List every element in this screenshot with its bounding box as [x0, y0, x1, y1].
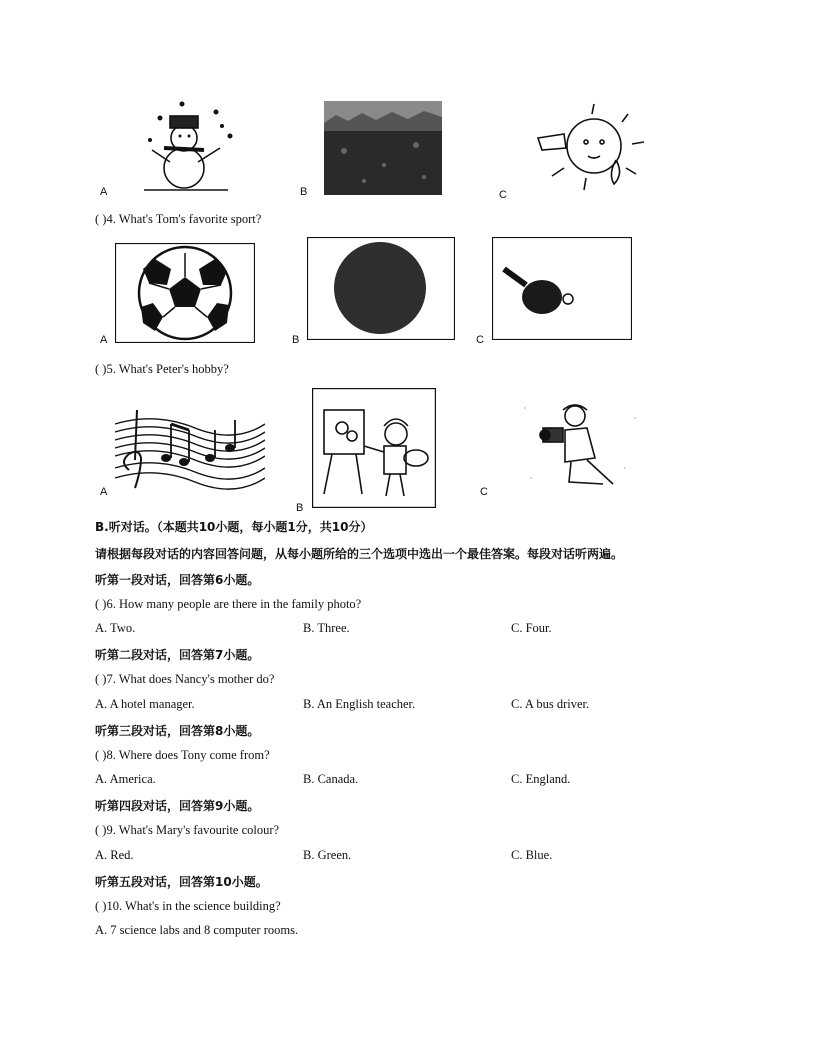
q9-option-a: A. Red.: [95, 848, 134, 862]
q3-label-a: A: [100, 186, 108, 198]
q10-option-a: A. 7 science labs and 8 computer rooms.: [95, 923, 299, 937]
q3-picture-c: [528, 94, 668, 196]
question-8: ( )8. Where does Tony come from?: [95, 748, 270, 762]
dark-ball-icon: [307, 237, 455, 340]
question-7: ( )7. What does Nancy's mother do?: [95, 672, 275, 686]
landscape-photo-icon: [324, 101, 442, 195]
q5-picture-b: [312, 388, 436, 508]
q6-option-b: B. Three.: [303, 621, 350, 635]
dialog-2-heading: 听第二段对话，回答第7小题。: [95, 648, 260, 662]
q3-label-b: B: [300, 186, 308, 198]
q4-picture-b: [307, 237, 455, 340]
q9-option-c: C. Blue.: [511, 848, 553, 862]
q9-option-b: B. Green.: [303, 848, 352, 862]
q5-label-a: A: [100, 486, 108, 498]
q5-picture-a: [115, 400, 265, 492]
dialog-4-heading: 听第四段对话，回答第9小题。: [95, 799, 260, 813]
q3-label-c: C: [499, 189, 507, 201]
question-5: ( )5. What's Peter's hobby?: [95, 362, 229, 376]
section-b-instruction: 请根据每段对话的内容回答问题，从每小题所给的三个选项中选出一个最佳答案。每段对话听两遍。: [95, 547, 624, 561]
dialog-5-heading: 听第五段对话，回答第10小题。: [95, 875, 268, 889]
q4-label-b: B: [292, 334, 300, 346]
question-4: ( )4. What's Tom's favorite sport?: [95, 212, 262, 226]
q5-label-c: C: [480, 486, 488, 498]
painting-icon: [312, 388, 436, 508]
q4-label-c: C: [476, 334, 484, 346]
soccer-ball-icon: [115, 243, 255, 343]
q4-picture-c: [492, 237, 632, 340]
q7-option-a: A. A hotel manager.: [95, 697, 195, 711]
question-9: ( )9. What's Mary's favourite colour?: [95, 823, 280, 837]
q7-option-c: C. A bus driver.: [511, 697, 590, 711]
dialog-1-heading: 听第一段对话，回答第6小题。: [95, 573, 260, 587]
dialog-3-heading: 听第三段对话，回答第8小题。: [95, 724, 260, 738]
q8-option-a: A. America.: [95, 772, 156, 786]
section-b-title: B.听对话。（本题共10小题，每小题1分，共10分）: [95, 520, 373, 534]
ping-pong-paddle-icon: [492, 237, 632, 340]
q8-option-b: B. Canada.: [303, 772, 359, 786]
q5-picture-c: [515, 398, 655, 494]
q7-option-b: B. An English teacher.: [303, 697, 416, 711]
q6-option-c: C. Four.: [511, 621, 552, 635]
q3-picture-b: [324, 101, 442, 195]
question-6: ( )6. How many people are there in the family photo?: [95, 597, 362, 611]
q5-label-b: B: [296, 502, 304, 514]
snowman-icon: [98, 100, 248, 196]
q6-option-a: A. Two.: [95, 621, 136, 635]
q8-option-c: C. England.: [511, 772, 571, 786]
question-10: ( )10. What's in the science building?: [95, 899, 281, 913]
q4-label-a: A: [100, 334, 108, 346]
q4-picture-a: [115, 243, 255, 343]
sun-icon: [528, 94, 668, 196]
photographer-icon: [515, 398, 655, 494]
q3-picture-a: [98, 100, 248, 196]
music-notes-icon: [115, 400, 265, 492]
